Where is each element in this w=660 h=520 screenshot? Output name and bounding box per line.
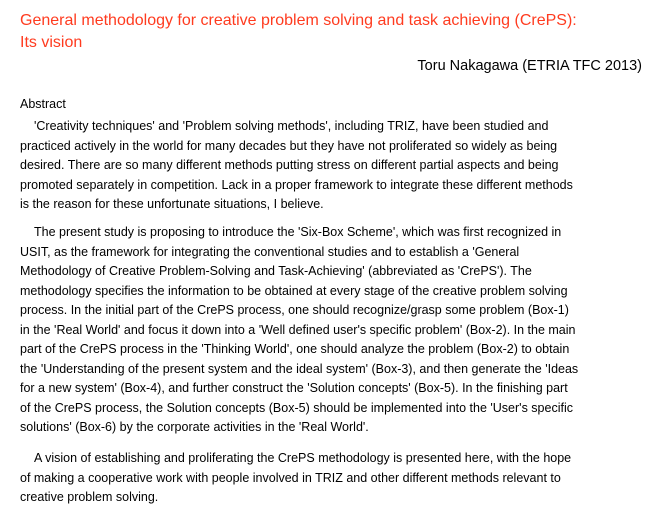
paragraph-line: creative problem solving. bbox=[20, 490, 159, 504]
paragraph-line: USIT, as the framework for integrating the conventional studies and to establish a 'General bbox=[20, 244, 520, 259]
paragraph-line: A vision of establishing and proliferating the CrePS methodology is presented here, with the hope bbox=[34, 451, 572, 465]
paragraph-line: for a new system' (Box-4), and further construct the 'Solution concepts' (Box-5). In the finishing part bbox=[20, 381, 568, 395]
paragraph-line: in the 'Real World' and focus it down into a 'Well defined user's specific problem' (Box-2). In the main bbox=[20, 322, 576, 337]
paragraph-line: desired. There are so many different methods putting stress on different partial aspects and being bbox=[20, 158, 559, 172]
abstract-paragraph-1 bbox=[20, 117, 640, 215]
paragraph-line: of making a cooperative work with people involved in TRIZ and other different methods relevant to bbox=[20, 470, 561, 485]
author-line: Toru Nakagawa (ETRIA TFC 2013) bbox=[417, 58, 642, 74]
paragraph-line: of the CrePS process, the Solution concepts (Box-5) should be implemented into the 'User's specific bbox=[20, 400, 573, 415]
paragraph-line: 'Creativity techniques' and 'Problem solving methods', including TRIZ, have been studied and bbox=[34, 119, 549, 133]
paragraph-line: Methodology of Creative Problem-Solving and Task-Achieving' (abbreviated as 'CrePS'). The bbox=[20, 264, 532, 278]
paragraph-line: solutions' (Box-6) by the corporate activities in the 'Real World'. bbox=[20, 420, 369, 434]
title-line-1: General methodology for creative problem solving and task achieving (CrePS): bbox=[20, 12, 577, 29]
abstract-heading: Abstract bbox=[20, 97, 66, 111]
paragraph-line: methodology specifies the information to be obtained at every stage of the creative problem solving bbox=[20, 283, 568, 298]
paragraph-line: part of the CrePS process in the 'Thinking World', one should analyze the problem (Box-2) to obtain bbox=[20, 342, 570, 356]
paragraph-line: the 'Understanding of the present system and the ideal system' (Box-3), and then generate the 'Ideas bbox=[20, 361, 579, 376]
title-line-2: Its vision bbox=[20, 34, 83, 51]
paragraph-line: promoted separately in competition. Lack in a proper framework to integrate these different methods bbox=[20, 177, 573, 192]
paragraph-line: process. In the initial part of the CrePS process, one should recognize/grasp some problem (Box-1) bbox=[20, 303, 569, 317]
document-title bbox=[20, 10, 650, 54]
paragraph-line: The present study is proposing to introduce the 'Six-Box Scheme', which was first recognized in bbox=[34, 225, 562, 239]
paragraph-line: practiced actively in the world for many decades but they have not proliferated so widely as being bbox=[20, 138, 558, 153]
paragraph-line: is the reason for these unfortunate situations, I believe. bbox=[20, 197, 324, 211]
abstract-paragraph-2 bbox=[20, 223, 640, 438]
abstract-paragraph-3 bbox=[20, 449, 640, 508]
